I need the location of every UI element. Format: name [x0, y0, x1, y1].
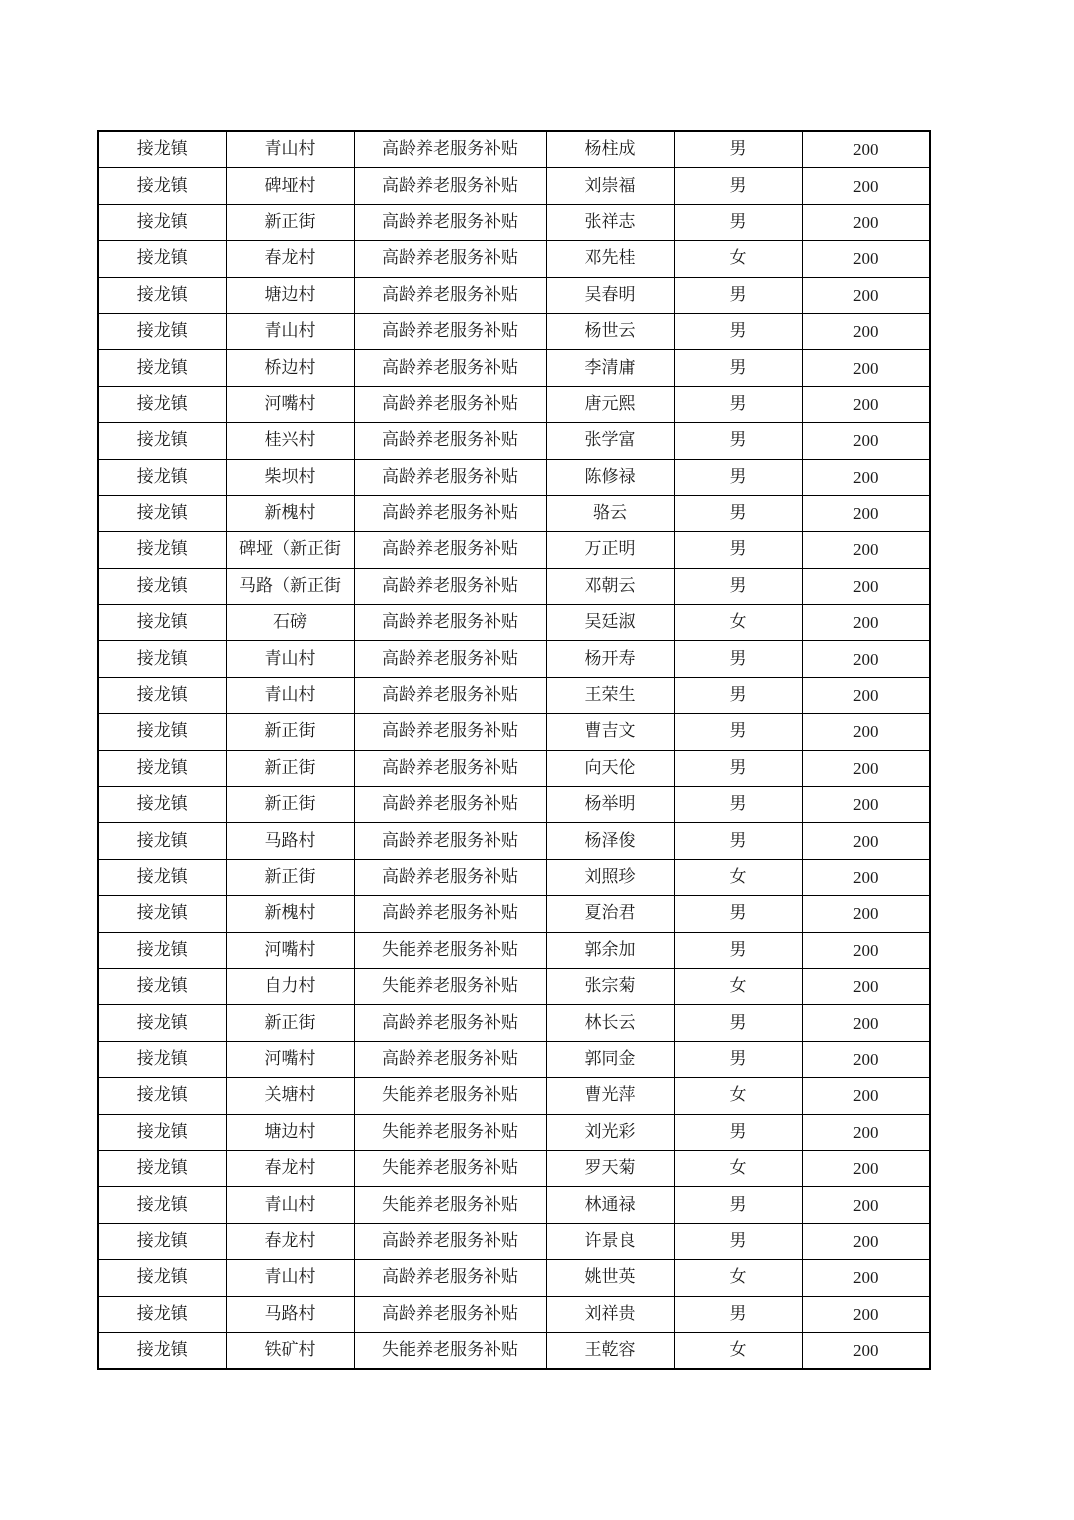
table-row — [98, 568, 930, 604]
gender-cell: 女 — [674, 605, 802, 641]
village-cell: 青山村 — [226, 677, 354, 713]
table-row — [98, 750, 930, 786]
subsidy-type-cell: 高龄养老服务补贴 — [354, 168, 546, 204]
amount-cell: 200 — [802, 1041, 930, 1077]
name-cell: 邓朝云 — [546, 568, 674, 604]
town-cell: 接龙镇 — [98, 677, 226, 713]
amount-cell: 200 — [802, 459, 930, 495]
amount-cell: 200 — [802, 1150, 930, 1186]
town-cell: 接龙镇 — [98, 131, 226, 168]
name-cell: 杨世云 — [546, 313, 674, 349]
gender-cell: 男 — [674, 568, 802, 604]
name-cell: 王乾容 — [546, 1332, 674, 1369]
subsidy-type-cell: 高龄养老服务补贴 — [354, 896, 546, 932]
name-cell: 杨柱成 — [546, 131, 674, 168]
name-cell: 骆云 — [546, 495, 674, 531]
name-cell: 夏治君 — [546, 896, 674, 932]
town-cell: 接龙镇 — [98, 1041, 226, 1077]
amount-cell: 200 — [802, 386, 930, 422]
subsidy-type-cell: 高龄养老服务补贴 — [354, 1296, 546, 1332]
town-cell: 接龙镇 — [98, 423, 226, 459]
village-cell: 河嘴村 — [226, 932, 354, 968]
gender-cell: 女 — [674, 1150, 802, 1186]
village-cell: 青山村 — [226, 1260, 354, 1296]
village-cell: 塘边村 — [226, 277, 354, 313]
village-cell: 马路（新正街 — [226, 568, 354, 604]
village-cell: 马路村 — [226, 823, 354, 859]
name-cell: 郭同金 — [546, 1041, 674, 1077]
name-cell: 张学富 — [546, 423, 674, 459]
town-cell: 接龙镇 — [98, 495, 226, 531]
subsidy-type-cell: 高龄养老服务补贴 — [354, 568, 546, 604]
gender-cell: 男 — [674, 714, 802, 750]
village-cell: 河嘴村 — [226, 386, 354, 422]
table-row — [98, 1296, 930, 1332]
table-row — [98, 131, 930, 168]
table-row — [98, 714, 930, 750]
town-cell: 接龙镇 — [98, 605, 226, 641]
table-row — [98, 313, 930, 349]
amount-cell: 200 — [802, 1078, 930, 1114]
town-cell: 接龙镇 — [98, 277, 226, 313]
subsidy-type-cell: 高龄养老服务补贴 — [354, 313, 546, 349]
town-cell: 接龙镇 — [98, 1005, 226, 1041]
amount-cell: 200 — [802, 714, 930, 750]
name-cell: 张宗菊 — [546, 968, 674, 1004]
subsidy-type-cell: 高龄养老服务补贴 — [354, 787, 546, 823]
village-cell: 桂兴村 — [226, 423, 354, 459]
subsidy-type-cell: 高龄养老服务补贴 — [354, 750, 546, 786]
name-cell: 曹吉文 — [546, 714, 674, 750]
name-cell: 王荣生 — [546, 677, 674, 713]
subsidy-type-cell: 高龄养老服务补贴 — [354, 605, 546, 641]
subsidy-type-cell: 高龄养老服务补贴 — [354, 714, 546, 750]
village-cell: 新槐村 — [226, 495, 354, 531]
gender-cell: 男 — [674, 532, 802, 568]
table-row — [98, 350, 930, 386]
gender-cell: 男 — [674, 1005, 802, 1041]
gender-cell: 女 — [674, 1260, 802, 1296]
gender-cell: 女 — [674, 1078, 802, 1114]
subsidy-type-cell: 高龄养老服务补贴 — [354, 495, 546, 531]
amount-cell: 200 — [802, 423, 930, 459]
amount-cell: 200 — [802, 350, 930, 386]
gender-cell: 女 — [674, 968, 802, 1004]
name-cell: 刘光彩 — [546, 1114, 674, 1150]
village-cell: 桥边村 — [226, 350, 354, 386]
town-cell: 接龙镇 — [98, 459, 226, 495]
town-cell: 接龙镇 — [98, 532, 226, 568]
amount-cell: 200 — [802, 1005, 930, 1041]
table-row — [98, 1223, 930, 1259]
village-cell: 青山村 — [226, 313, 354, 349]
gender-cell: 男 — [674, 350, 802, 386]
amount-cell: 200 — [802, 1187, 930, 1223]
gender-cell: 男 — [674, 896, 802, 932]
table-row — [98, 423, 930, 459]
name-cell: 向天伦 — [546, 750, 674, 786]
town-cell: 接龙镇 — [98, 859, 226, 895]
town-cell: 接龙镇 — [98, 896, 226, 932]
subsidy-type-cell: 失能养老服务补贴 — [354, 1078, 546, 1114]
table-row — [98, 1332, 930, 1369]
town-cell: 接龙镇 — [98, 968, 226, 1004]
subsidy-type-cell: 高龄养老服务补贴 — [354, 459, 546, 495]
town-cell: 接龙镇 — [98, 787, 226, 823]
gender-cell: 男 — [674, 641, 802, 677]
name-cell: 杨泽俊 — [546, 823, 674, 859]
gender-cell: 女 — [674, 241, 802, 277]
name-cell: 万正明 — [546, 532, 674, 568]
town-cell: 接龙镇 — [98, 714, 226, 750]
gender-cell: 男 — [674, 168, 802, 204]
subsidy-roster-table — [97, 130, 931, 1370]
gender-cell: 男 — [674, 1187, 802, 1223]
town-cell: 接龙镇 — [98, 313, 226, 349]
subsidy-type-cell: 高龄养老服务补贴 — [354, 1260, 546, 1296]
village-cell: 新正街 — [226, 1005, 354, 1041]
gender-cell: 男 — [674, 823, 802, 859]
gender-cell: 男 — [674, 677, 802, 713]
table-row — [98, 641, 930, 677]
amount-cell: 200 — [802, 859, 930, 895]
name-cell: 陈修禄 — [546, 459, 674, 495]
subsidy-type-cell: 高龄养老服务补贴 — [354, 641, 546, 677]
name-cell: 杨开寿 — [546, 641, 674, 677]
table-row — [98, 241, 930, 277]
village-cell: 马路村 — [226, 1296, 354, 1332]
table-row — [98, 1150, 930, 1186]
town-cell: 接龙镇 — [98, 350, 226, 386]
gender-cell: 男 — [674, 277, 802, 313]
name-cell: 林长云 — [546, 1005, 674, 1041]
name-cell: 罗天菊 — [546, 1150, 674, 1186]
amount-cell: 200 — [802, 313, 930, 349]
subsidy-type-cell: 高龄养老服务补贴 — [354, 386, 546, 422]
village-cell: 新正街 — [226, 787, 354, 823]
name-cell: 林通禄 — [546, 1187, 674, 1223]
table-row — [98, 386, 930, 422]
subsidy-type-cell: 高龄养老服务补贴 — [354, 1041, 546, 1077]
amount-cell: 200 — [802, 641, 930, 677]
town-cell: 接龙镇 — [98, 1223, 226, 1259]
village-cell: 关塘村 — [226, 1078, 354, 1114]
gender-cell: 男 — [674, 459, 802, 495]
town-cell: 接龙镇 — [98, 1187, 226, 1223]
village-cell: 春龙村 — [226, 241, 354, 277]
gender-cell: 男 — [674, 204, 802, 240]
town-cell: 接龙镇 — [98, 1332, 226, 1369]
table-row — [98, 787, 930, 823]
village-cell: 新正街 — [226, 204, 354, 240]
village-cell: 青山村 — [226, 1187, 354, 1223]
amount-cell: 200 — [802, 495, 930, 531]
table-row — [98, 1005, 930, 1041]
amount-cell: 200 — [802, 1260, 930, 1296]
roster-body — [98, 131, 930, 1369]
village-cell: 塘边村 — [226, 1114, 354, 1150]
town-cell: 接龙镇 — [98, 932, 226, 968]
table-row — [98, 968, 930, 1004]
name-cell: 刘崇福 — [546, 168, 674, 204]
table-row — [98, 1260, 930, 1296]
subsidy-type-cell: 失能养老服务补贴 — [354, 1187, 546, 1223]
town-cell: 接龙镇 — [98, 1114, 226, 1150]
subsidy-type-cell: 高龄养老服务补贴 — [354, 1005, 546, 1041]
table-row — [98, 823, 930, 859]
gender-cell: 男 — [674, 495, 802, 531]
name-cell: 刘照珍 — [546, 859, 674, 895]
gender-cell: 男 — [674, 1296, 802, 1332]
subsidy-type-cell: 高龄养老服务补贴 — [354, 241, 546, 277]
subsidy-type-cell: 失能养老服务补贴 — [354, 1332, 546, 1369]
gender-cell: 男 — [674, 750, 802, 786]
table-row — [98, 1041, 930, 1077]
table-row — [98, 896, 930, 932]
table-row — [98, 859, 930, 895]
name-cell: 唐元熙 — [546, 386, 674, 422]
name-cell: 郭余加 — [546, 932, 674, 968]
subsidy-type-cell: 失能养老服务补贴 — [354, 968, 546, 1004]
amount-cell: 200 — [802, 204, 930, 240]
town-cell: 接龙镇 — [98, 641, 226, 677]
village-cell: 新正街 — [226, 750, 354, 786]
amount-cell: 200 — [802, 1223, 930, 1259]
town-cell: 接龙镇 — [98, 241, 226, 277]
village-cell: 石磅 — [226, 605, 354, 641]
subsidy-type-cell: 高龄养老服务补贴 — [354, 277, 546, 313]
amount-cell: 200 — [802, 605, 930, 641]
table-row — [98, 495, 930, 531]
amount-cell: 200 — [802, 896, 930, 932]
village-cell: 青山村 — [226, 641, 354, 677]
table-row — [98, 1114, 930, 1150]
village-cell: 青山村 — [226, 131, 354, 168]
amount-cell: 200 — [802, 1296, 930, 1332]
village-cell: 新正街 — [226, 714, 354, 750]
amount-cell: 200 — [802, 568, 930, 604]
town-cell: 接龙镇 — [98, 823, 226, 859]
village-cell: 河嘴村 — [226, 1041, 354, 1077]
name-cell: 许景良 — [546, 1223, 674, 1259]
gender-cell: 男 — [674, 932, 802, 968]
table-row — [98, 605, 930, 641]
name-cell: 曹光萍 — [546, 1078, 674, 1114]
subsidy-type-cell: 高龄养老服务补贴 — [354, 532, 546, 568]
subsidy-type-cell: 失能养老服务补贴 — [354, 1114, 546, 1150]
town-cell: 接龙镇 — [98, 1150, 226, 1186]
subsidy-type-cell: 高龄养老服务补贴 — [354, 823, 546, 859]
village-cell: 新正街 — [226, 859, 354, 895]
amount-cell: 200 — [802, 1114, 930, 1150]
name-cell: 邓先桂 — [546, 241, 674, 277]
amount-cell: 200 — [802, 1332, 930, 1369]
gender-cell: 男 — [674, 1114, 802, 1150]
table-row — [98, 932, 930, 968]
amount-cell: 200 — [802, 131, 930, 168]
town-cell: 接龙镇 — [98, 1260, 226, 1296]
village-cell: 自力村 — [226, 968, 354, 1004]
name-cell: 李清庸 — [546, 350, 674, 386]
gender-cell: 女 — [674, 859, 802, 895]
table-row — [98, 168, 930, 204]
village-cell: 碑垭（新正街 — [226, 532, 354, 568]
gender-cell: 男 — [674, 131, 802, 168]
village-cell: 铁矿村 — [226, 1332, 354, 1369]
amount-cell: 200 — [802, 823, 930, 859]
name-cell: 杨举明 — [546, 787, 674, 823]
village-cell: 春龙村 — [226, 1150, 354, 1186]
amount-cell: 200 — [802, 932, 930, 968]
table-row — [98, 532, 930, 568]
subsidy-type-cell: 高龄养老服务补贴 — [354, 859, 546, 895]
amount-cell: 200 — [802, 241, 930, 277]
gender-cell: 男 — [674, 386, 802, 422]
subsidy-type-cell: 高龄养老服务补贴 — [354, 350, 546, 386]
subsidy-type-cell: 失能养老服务补贴 — [354, 1150, 546, 1186]
amount-cell: 200 — [802, 168, 930, 204]
town-cell: 接龙镇 — [98, 750, 226, 786]
name-cell: 刘祥贵 — [546, 1296, 674, 1332]
subsidy-type-cell: 高龄养老服务补贴 — [354, 1223, 546, 1259]
amount-cell: 200 — [802, 532, 930, 568]
name-cell: 吴春明 — [546, 277, 674, 313]
table-row — [98, 277, 930, 313]
subsidy-type-cell: 高龄养老服务补贴 — [354, 423, 546, 459]
table-row — [98, 1187, 930, 1223]
village-cell: 碑垭村 — [226, 168, 354, 204]
gender-cell: 男 — [674, 423, 802, 459]
town-cell: 接龙镇 — [98, 204, 226, 240]
town-cell: 接龙镇 — [98, 386, 226, 422]
table-row — [98, 677, 930, 713]
subsidy-type-cell: 高龄养老服务补贴 — [354, 131, 546, 168]
gender-cell: 男 — [674, 313, 802, 349]
amount-cell: 200 — [802, 677, 930, 713]
subsidy-type-cell: 高龄养老服务补贴 — [354, 677, 546, 713]
village-cell: 柴坝村 — [226, 459, 354, 495]
name-cell: 张祥志 — [546, 204, 674, 240]
town-cell: 接龙镇 — [98, 1078, 226, 1114]
table-row — [98, 1078, 930, 1114]
village-cell: 新槐村 — [226, 896, 354, 932]
amount-cell: 200 — [802, 277, 930, 313]
amount-cell: 200 — [802, 968, 930, 1004]
village-cell: 春龙村 — [226, 1223, 354, 1259]
table-row — [98, 204, 930, 240]
subsidy-type-cell: 失能养老服务补贴 — [354, 932, 546, 968]
town-cell: 接龙镇 — [98, 168, 226, 204]
table-row — [98, 459, 930, 495]
amount-cell: 200 — [802, 750, 930, 786]
gender-cell: 男 — [674, 1223, 802, 1259]
town-cell: 接龙镇 — [98, 568, 226, 604]
amount-cell: 200 — [802, 787, 930, 823]
gender-cell: 男 — [674, 1041, 802, 1077]
name-cell: 姚世英 — [546, 1260, 674, 1296]
name-cell: 吴廷淑 — [546, 605, 674, 641]
gender-cell: 女 — [674, 1332, 802, 1369]
subsidy-type-cell: 高龄养老服务补贴 — [354, 204, 546, 240]
town-cell: 接龙镇 — [98, 1296, 226, 1332]
gender-cell: 男 — [674, 787, 802, 823]
